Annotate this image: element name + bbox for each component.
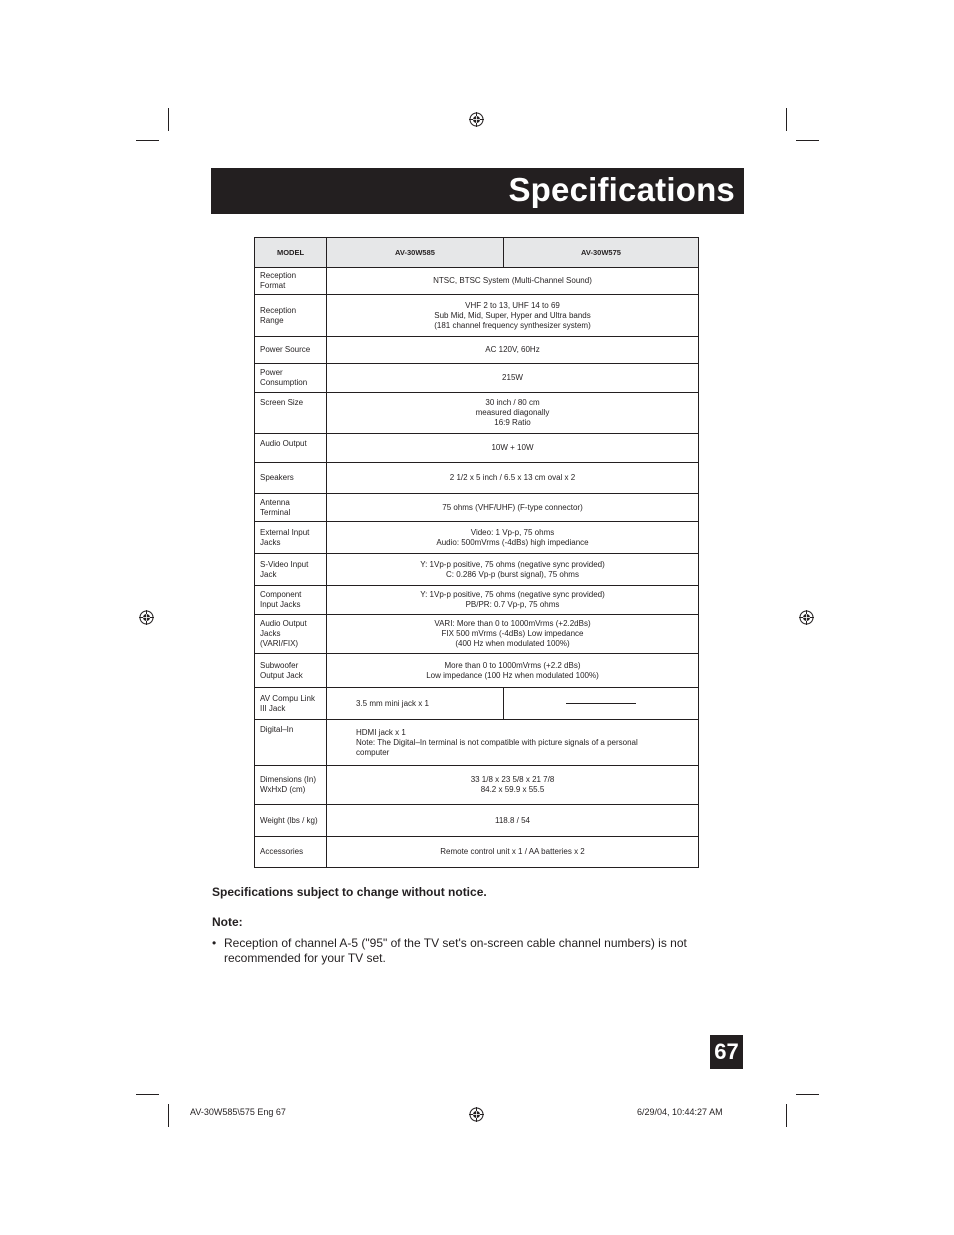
table-row bbox=[255, 805, 699, 837]
crop-mark bbox=[796, 1094, 819, 1095]
change-notice: Specifications subject to change without notice. bbox=[212, 885, 487, 899]
row-label: Weight (lbs / kg) bbox=[255, 805, 327, 837]
table-row bbox=[255, 268, 699, 295]
column-header-model: MODEL bbox=[255, 238, 327, 268]
row-value-av-30w575 bbox=[504, 688, 699, 720]
row-value: Video: 1 Vp-p, 75 ohms Audio: 500mVrms (-4dBs) high impediance bbox=[327, 522, 699, 554]
row-label: Dimensions (In) WxHxD (cm) bbox=[255, 766, 327, 805]
row-value: NTSC, BTSC System (Multi-Channel Sound) bbox=[327, 268, 699, 295]
row-value: 75 ohms (VHF/UHF) (F-type connector) bbox=[327, 494, 699, 522]
table-row bbox=[255, 434, 699, 463]
row-value: Remote control unit x 1 / AA batteries x 2 bbox=[327, 837, 699, 868]
table-row bbox=[255, 295, 699, 337]
crop-mark bbox=[136, 140, 159, 141]
row-value: Y: 1Vp-p positive, 75 ohms (negative sync provided) C: 0.286 Vp-p (burst signal), 75 ohms bbox=[327, 554, 699, 586]
row-label: Audio Output bbox=[255, 434, 327, 463]
row-label: Digital–In bbox=[255, 720, 327, 766]
table-row bbox=[255, 837, 699, 868]
row-value: VARI: More than 0 to 1000mVrms (+2.2dBs) FIX 500 mVrms (-4dBs) Low impedance (400 Hz when modulated 100%) bbox=[327, 615, 699, 654]
row-value: AC 120V, 60Hz bbox=[327, 337, 699, 364]
row-value: More than 0 to 1000mVrms (+2.2 dBs) Low impedance (100 Hz when modulated 100%) bbox=[327, 654, 699, 688]
row-label: Screen Size bbox=[255, 393, 327, 434]
registration-mark-icon bbox=[139, 610, 154, 625]
table-row bbox=[255, 720, 699, 766]
table-header-row bbox=[255, 238, 699, 268]
row-value: HDMI jack x 1 Note: The Digital–In terminal is not compatible with picture signals of a personal computer bbox=[327, 720, 699, 766]
row-value: 10W + 10W bbox=[327, 434, 699, 463]
note-text: Reception of channel A-5 ("95" of the TV set's on-screen cable channel numbers) is not recommended for your TV set. bbox=[224, 936, 687, 965]
row-value: Y: 1Vp-p positive, 75 ohms (negative sync provided) PB/PR: 0.7 Vp-p, 75 ohms bbox=[327, 586, 699, 615]
note-heading: Note: bbox=[212, 915, 243, 929]
column-header-av-30w585: AV-30W585 bbox=[327, 238, 504, 268]
row-label: Accessories bbox=[255, 837, 327, 868]
table-row bbox=[255, 494, 699, 522]
row-value-av-30w585: 3.5 mm mini jack x 1 bbox=[327, 688, 504, 720]
row-label: Subwoofer Output Jack bbox=[255, 654, 327, 688]
row-label: AV Compu Link III Jack bbox=[255, 688, 327, 720]
crop-mark bbox=[796, 140, 819, 141]
row-value: 33 1/8 x 23 5/8 x 21 7/8 84.2 x 59.9 x 55.5 bbox=[327, 766, 699, 805]
bullet: • bbox=[212, 936, 217, 950]
row-label: External Input Jacks bbox=[255, 522, 327, 554]
page-title: Specifications bbox=[508, 171, 735, 208]
table-row bbox=[255, 766, 699, 805]
row-label: Antenna Terminal bbox=[255, 494, 327, 522]
table-row bbox=[255, 364, 699, 393]
column-header-av-30w575: AV-30W575 bbox=[504, 238, 699, 268]
row-value: 30 inch / 80 cm measured diagonally 16:9 Ratio bbox=[327, 393, 699, 434]
crop-mark bbox=[168, 1104, 169, 1127]
registration-mark-icon bbox=[469, 112, 484, 127]
row-label: Power Source bbox=[255, 337, 327, 364]
table-row bbox=[255, 554, 699, 586]
title-bar bbox=[211, 168, 744, 214]
not-applicable-dash bbox=[566, 703, 636, 704]
registration-mark-icon bbox=[799, 610, 814, 625]
table-row bbox=[255, 463, 699, 494]
row-label: Component Input Jacks bbox=[255, 586, 327, 615]
table-row bbox=[255, 688, 699, 720]
footer-timestamp: 6/29/04, 10:44:27 AM bbox=[637, 1107, 723, 1117]
row-value: VHF 2 to 13, UHF 14 to 69 Sub Mid, Mid, Super, Hyper and Ultra bands (181 channel frequency synthesizer system) bbox=[327, 295, 699, 337]
crop-mark bbox=[168, 108, 169, 131]
footer-file-info: AV-30W585\575 Eng 67 bbox=[190, 1107, 286, 1117]
specifications-table bbox=[254, 237, 699, 868]
row-value: 118.8 / 54 bbox=[327, 805, 699, 837]
crop-mark bbox=[136, 1094, 159, 1095]
crop-mark bbox=[786, 1104, 787, 1127]
row-label: Audio Output Jacks (VARI/FIX) bbox=[255, 615, 327, 654]
table-row bbox=[255, 615, 699, 654]
crop-mark bbox=[786, 108, 787, 131]
table-row bbox=[255, 393, 699, 434]
table-row bbox=[255, 522, 699, 554]
row-label: S-Video Input Jack bbox=[255, 554, 327, 586]
row-label: Power Consumption bbox=[255, 364, 327, 393]
note-list-item bbox=[212, 936, 732, 966]
row-label: Reception Format bbox=[255, 268, 327, 295]
registration-mark-icon bbox=[469, 1107, 484, 1122]
table-row bbox=[255, 654, 699, 688]
row-label: Reception Range bbox=[255, 295, 327, 337]
row-value: 2 1/2 x 5 inch / 6.5 x 13 cm oval x 2 bbox=[327, 463, 699, 494]
row-label: Speakers bbox=[255, 463, 327, 494]
table-row bbox=[255, 586, 699, 615]
table-row bbox=[255, 337, 699, 364]
page-number: 67 bbox=[710, 1035, 743, 1069]
row-value: 215W bbox=[327, 364, 699, 393]
